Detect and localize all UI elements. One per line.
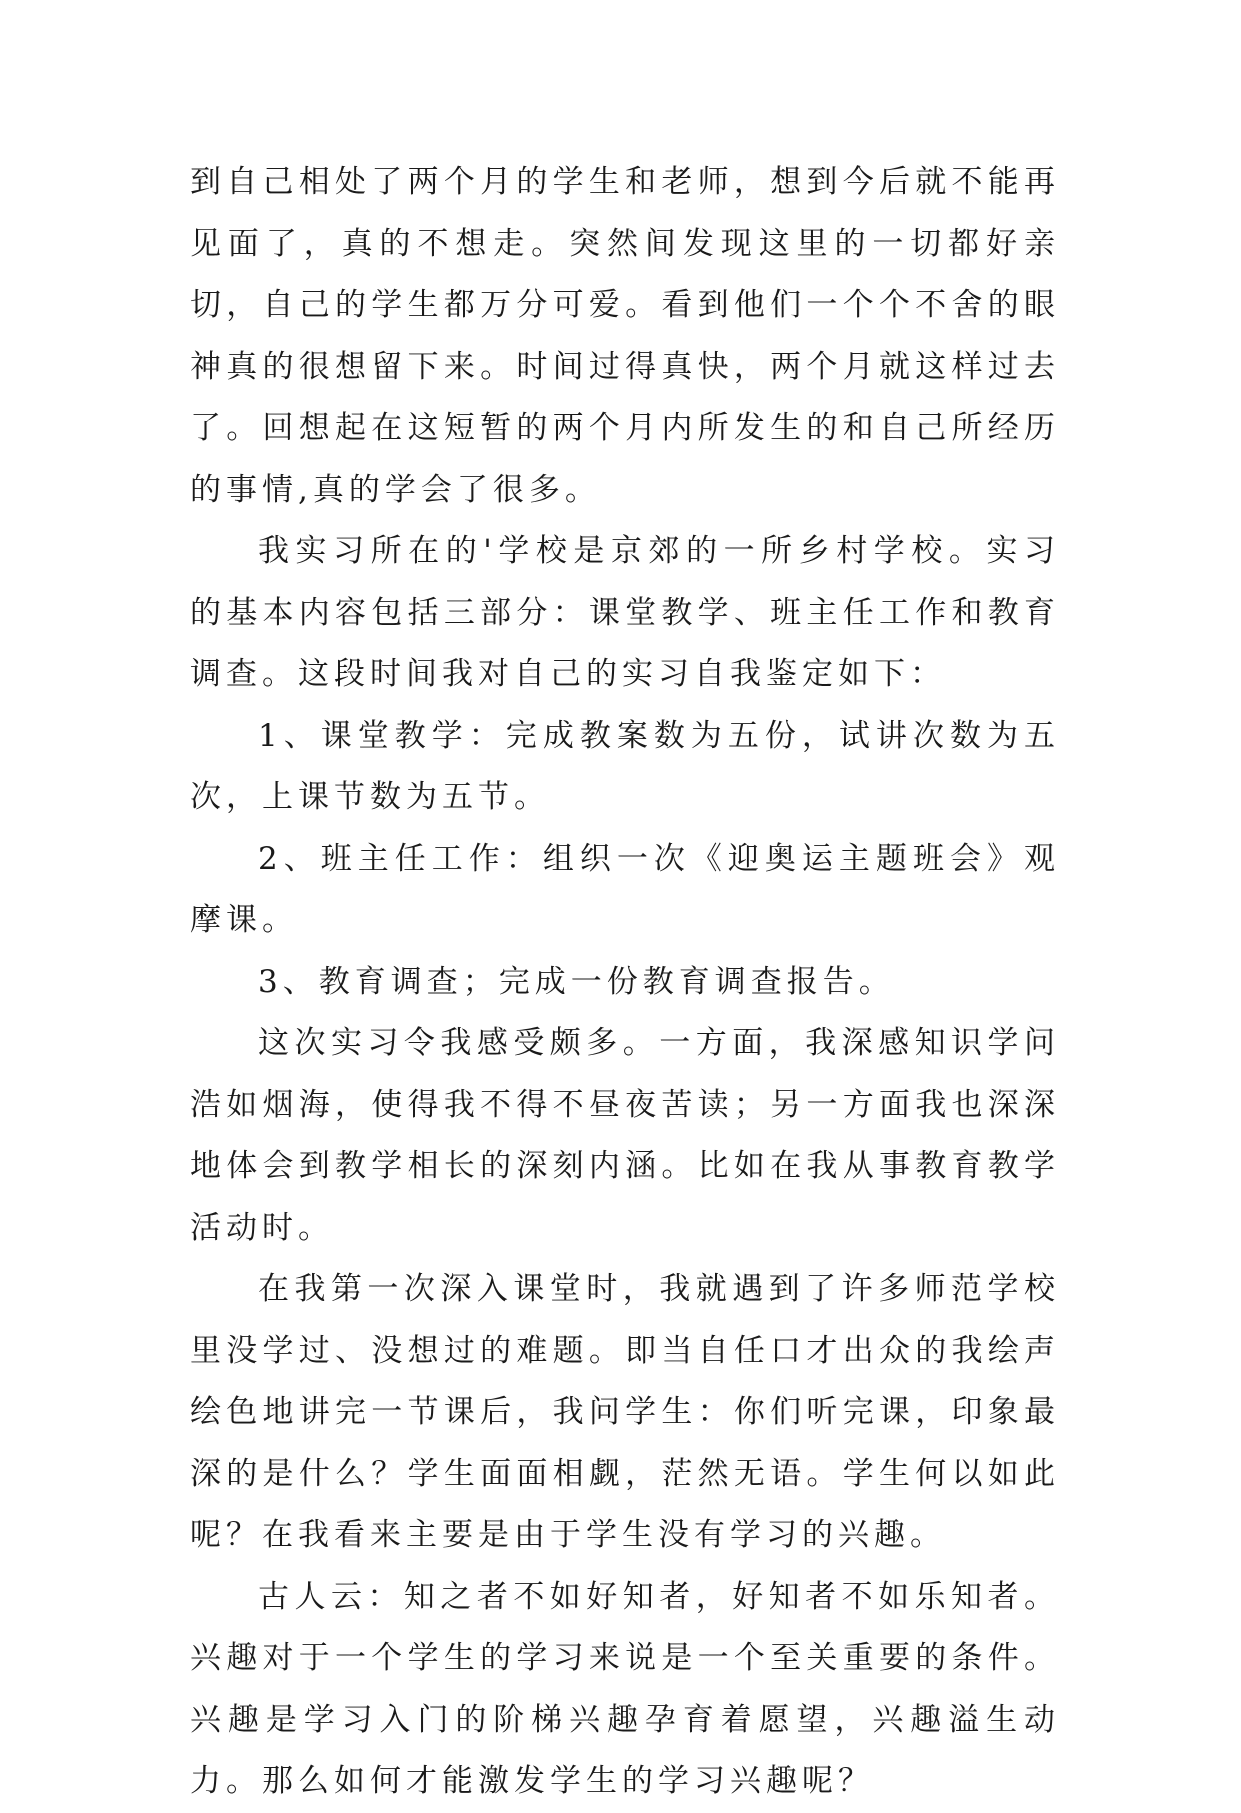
paragraph: 在我第一次深入课堂时，我就遇到了许多师范学校里没学过、没想过的难题。即当自任口才出众的我绘声绘色地讲完一节课后，我问学生：你们听完课，印象最深的是什么？学生面面相觑，茫然无语。学生何以如此呢？在我看来主要是由于学生没有学习的兴趣。 (190, 1271, 1060, 1553)
document-body (190, 152, 1060, 1813)
paragraph: 这次实习令我感受颇多。一方面，我深感知识学问浩如烟海，使得我不得不昼夜苦读；另一方面我也深深地体会到教学相长的深刻内涵。比如在我从事教育教学活动时。 (190, 1025, 1060, 1246)
paragraph: 到自己相处了两个月的学生和老师，想到今后就不能再见面了，真的不想走。突然间发现这里的一切都好亲切，自己的学生都万分可爱。看到他们一个个不舍的眼神真的很想留下来。时间过得真快，两个月就这样过去了。回想起在这短暂的两个月内所发生的和自己所经历的事情,真的学会了很多。 (190, 164, 1060, 508)
paragraph: 我实习所在的'学校是京郊的一所乡村学校。实习的基本内容包括三部分：课堂教学、班主任工作和教育调查。这段时间我对自己的实习自我鉴定如下： (190, 533, 1060, 692)
list-item: 2、班主任工作：组织一次《迎奥运主题班会》观摩课。 (190, 840, 1060, 938)
paragraph: 古人云：知之者不如好知者，好知者不如乐知者。兴趣对于一个学生的学习来说是一个至关重要的条件。兴趣是学习入门的阶梯兴趣孕育着愿望，兴趣溢生动力。那么如何才能激发学生的学习兴趣呢？ (190, 1578, 1060, 1799)
list-item: 1、课堂教学：完成教案数为五份，试讲次数为五次，上课节数为五节。 (190, 717, 1060, 815)
list-item: 3、教育调查；完成一份教育调查报告。 (258, 963, 895, 1000)
